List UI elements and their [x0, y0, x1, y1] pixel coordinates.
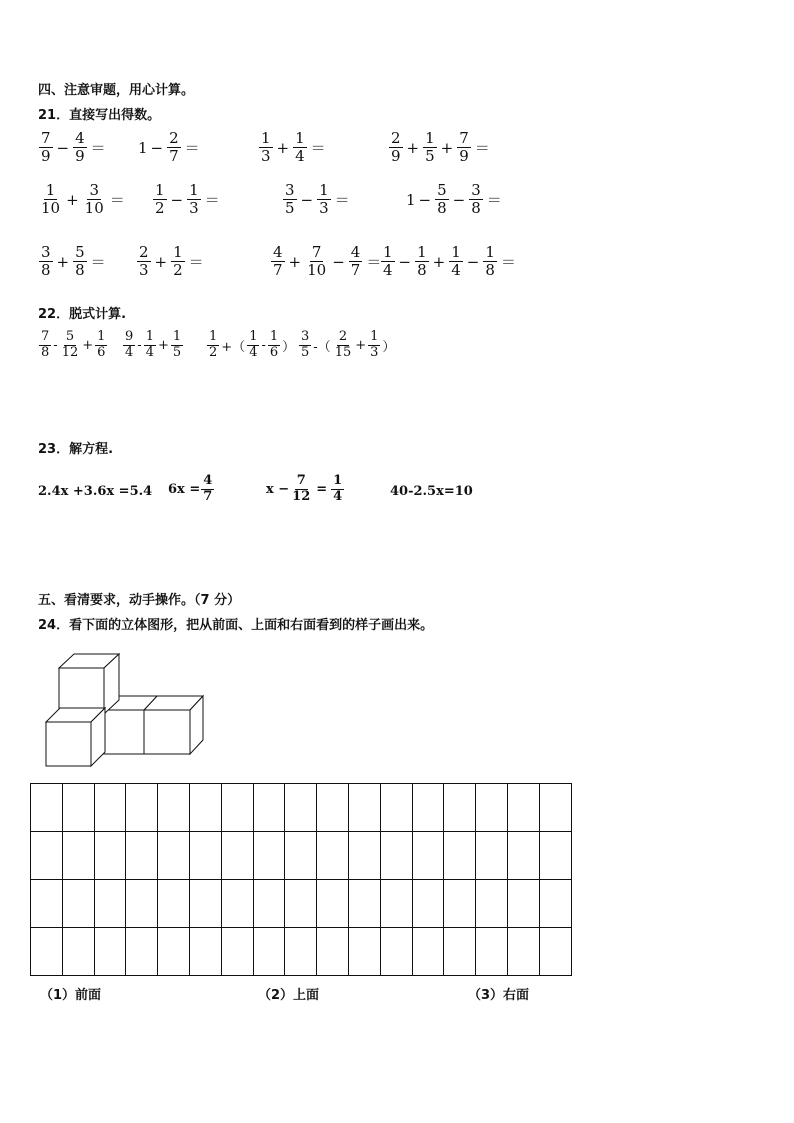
numerator: 3: [301, 329, 310, 344]
operator: +: [66, 190, 79, 209]
numerator: 4: [273, 243, 283, 261]
term: 1: [406, 190, 416, 209]
operator: +: [288, 252, 302, 271]
operator: ）: [282, 339, 296, 355]
term: 40-2.5x=10: [390, 484, 473, 499]
q21-expr-3-3: [270, 244, 384, 280]
grid-cell[interactable]: [31, 928, 63, 976]
grid-cell[interactable]: [94, 880, 126, 928]
operator: ＝: [474, 139, 490, 158]
fraction: [95, 330, 107, 361]
denominator: 4: [145, 344, 154, 360]
q22-expr-1: [38, 330, 108, 361]
caption-top: （2）上面: [258, 988, 320, 1003]
q23-equation-1: [38, 484, 152, 499]
fraction: [187, 182, 201, 218]
denominator: 5: [285, 199, 295, 218]
numerator: 7: [41, 329, 50, 344]
numerator: 1: [451, 243, 461, 261]
fraction: [144, 330, 156, 361]
fraction: [290, 474, 312, 505]
numerator: 2: [338, 329, 348, 344]
operator: ＝: [204, 191, 220, 210]
numerator: 7: [41, 129, 51, 147]
numerator: 1: [425, 129, 435, 147]
fraction: [207, 330, 219, 361]
numerator: 1: [173, 243, 183, 261]
fraction: [333, 330, 354, 361]
fraction: [39, 130, 53, 166]
grid-cell[interactable]: [62, 784, 94, 832]
operator: +: [355, 337, 367, 353]
term: 6x =: [168, 481, 201, 497]
numerator: 1: [97, 329, 106, 344]
fraction: [167, 130, 181, 166]
question-22-title: 22．脱式计算.: [38, 307, 127, 322]
denominator: 9: [41, 147, 51, 166]
q21-expr-2-3: [282, 182, 353, 218]
fraction: [137, 244, 151, 280]
denominator: 3: [261, 147, 271, 166]
grid-cell[interactable]: [158, 832, 190, 880]
grid-cell[interactable]: [348, 784, 380, 832]
operator: +（: [221, 339, 246, 355]
numerator: 1: [249, 329, 258, 344]
fraction: [389, 130, 403, 166]
grid-cell[interactable]: [507, 832, 539, 880]
q21-expr-2-2: [152, 182, 223, 218]
grid-cell[interactable]: [31, 880, 63, 928]
q21-expr-2-4: [406, 182, 505, 218]
denominator: 5: [172, 344, 182, 360]
fraction: [331, 474, 344, 505]
denominator: 3: [319, 199, 329, 218]
q21-expr-3-2: [136, 244, 207, 280]
denominator: 6: [269, 344, 279, 360]
fraction: [415, 244, 429, 280]
denominator: 7: [203, 488, 213, 504]
grid-cell[interactable]: [253, 880, 285, 928]
operator: −: [56, 138, 70, 157]
grid-cell[interactable]: [253, 784, 285, 832]
grid-cell[interactable]: [126, 928, 158, 976]
q21-expr-1-3: [258, 130, 329, 166]
grid-cell[interactable]: [444, 784, 476, 832]
numerator: 1: [295, 129, 305, 147]
question-23-title: 23．解方程.: [38, 442, 114, 457]
grid-cell[interactable]: [31, 784, 63, 832]
operator: +: [157, 337, 169, 353]
grid-cell[interactable]: [158, 928, 190, 976]
grid-cell[interactable]: [285, 832, 317, 880]
fraction: [483, 244, 497, 280]
denominator: 9: [459, 147, 469, 166]
cube-figure: [40, 648, 210, 770]
fraction: [381, 244, 395, 280]
denominator: 10: [307, 261, 327, 280]
q22-expr-4: [298, 330, 396, 361]
q21-expr-1-4: [388, 130, 493, 166]
q21-expr-3-1: [38, 244, 109, 280]
fraction: [317, 182, 331, 218]
grid-cell[interactable]: [539, 784, 571, 832]
numerator: 1: [485, 243, 495, 261]
numerator: 1: [209, 329, 218, 344]
operator: −: [398, 252, 412, 271]
grid-cell[interactable]: [380, 784, 412, 832]
grid-cell[interactable]: [31, 832, 63, 880]
operator: ＝: [188, 253, 204, 272]
fraction: [283, 182, 297, 218]
denominator: 4: [249, 344, 258, 360]
grid-cell[interactable]: [476, 784, 508, 832]
denominator: 8: [41, 344, 50, 360]
numerator: 2: [169, 129, 179, 147]
section-5-title: 五、看清要求，动手操作。（7 分）: [38, 593, 241, 608]
grid-cell[interactable]: [507, 880, 539, 928]
grid-cell[interactable]: [221, 880, 253, 928]
numerator: 1: [189, 181, 199, 199]
grid-cell[interactable]: [476, 832, 508, 880]
grid-cell[interactable]: [94, 928, 126, 976]
grid-cell[interactable]: [126, 784, 158, 832]
grid-cell[interactable]: [412, 784, 444, 832]
fraction: [271, 244, 285, 280]
q22-expr-2: [122, 330, 184, 361]
denominator: 8: [437, 199, 447, 218]
grid-cell[interactable]: [539, 832, 571, 880]
denominator: 4: [333, 488, 343, 504]
operator: −: [150, 138, 164, 157]
numerator: 1: [383, 243, 393, 261]
operator: −: [300, 190, 314, 209]
grid-cell[interactable]: [444, 832, 476, 880]
numerator: 4: [350, 243, 361, 261]
numerator: 1: [155, 181, 165, 199]
operator: +: [276, 138, 290, 157]
grid-cell[interactable]: [507, 928, 539, 976]
grid-cell[interactable]: [444, 880, 476, 928]
numerator: 5: [437, 181, 447, 199]
fraction: [435, 182, 449, 218]
fraction: [39, 244, 53, 280]
grid-cell[interactable]: [62, 928, 94, 976]
denominator: 8: [41, 261, 51, 280]
operator: ＝: [366, 253, 382, 272]
operator: ＝: [310, 139, 326, 158]
operator: ＝: [90, 253, 106, 272]
grid-cell[interactable]: [380, 928, 412, 976]
numerator: 7: [296, 473, 306, 488]
numerator: 1: [333, 473, 343, 488]
numerator: 1: [417, 243, 427, 261]
caption-right: （3）右面: [468, 988, 530, 1003]
grid-cell[interactable]: [380, 880, 412, 928]
fraction: [299, 330, 311, 361]
operator: ＝: [334, 191, 350, 210]
grid-cell[interactable]: [317, 928, 349, 976]
q21-expr-1-2: [138, 130, 203, 166]
grid-cell[interactable]: [62, 880, 94, 928]
grid-cell[interactable]: [412, 832, 444, 880]
q23-equation-4: [390, 484, 473, 499]
denominator: 2: [155, 199, 165, 218]
question-24-title: 24．看下面的立体图形，把从前面、上面和右面看到的样子画出来。: [38, 618, 434, 633]
denominator: 5: [301, 344, 310, 360]
grid-cell[interactable]: [476, 928, 508, 976]
fraction: [259, 130, 273, 166]
fraction: [73, 244, 87, 280]
grid-cell[interactable]: [189, 784, 221, 832]
fraction: [457, 130, 471, 166]
operator: −: [418, 190, 432, 209]
grid-cell[interactable]: [380, 832, 412, 880]
fraction: [39, 182, 62, 218]
fraction: [268, 330, 280, 361]
operator: +: [56, 252, 70, 271]
operator: ＝: [184, 139, 200, 158]
operator: +: [154, 252, 168, 271]
numerator: 1: [261, 129, 271, 147]
numerator: 4: [203, 473, 213, 488]
denominator: 3: [139, 261, 149, 280]
numerator: 1: [172, 329, 182, 344]
grid-cell[interactable]: [507, 784, 539, 832]
denominator: 2: [209, 344, 218, 360]
denominator: 8: [417, 261, 427, 280]
operator: -: [137, 337, 142, 353]
denominator: 7: [350, 261, 361, 280]
fraction: [293, 130, 307, 166]
fraction: [423, 130, 437, 166]
fraction: [83, 182, 106, 218]
denominator: 8: [75, 261, 85, 280]
denominator: 9: [391, 147, 401, 166]
question-21-title: 21．直接写出得数。: [38, 108, 161, 123]
numerator: 2: [139, 243, 149, 261]
denominator: 10: [41, 199, 61, 218]
numerator: 9: [125, 329, 134, 344]
grid-cell[interactable]: [158, 880, 190, 928]
denominator: 8: [485, 261, 495, 280]
operator: -: [261, 337, 266, 353]
fraction: [39, 330, 51, 361]
q23-equation-3: [266, 474, 345, 505]
grid-cell[interactable]: [126, 832, 158, 880]
operator: +: [432, 252, 446, 271]
grid-cell[interactable]: [94, 832, 126, 880]
denominator: 2: [173, 261, 183, 280]
operator: ＝: [90, 139, 106, 158]
caption-front: （1）前面: [40, 988, 102, 1003]
grid-cell[interactable]: [253, 928, 285, 976]
numerator: 7: [311, 243, 322, 261]
grid-cell[interactable]: [539, 880, 571, 928]
numerator: 1: [145, 329, 154, 344]
denominator: 4: [125, 344, 134, 360]
denominator: 4: [451, 261, 461, 280]
numerator: 3: [285, 181, 295, 199]
q23-equation-2: [168, 474, 215, 505]
fraction: [60, 330, 81, 361]
grid-cell[interactable]: [444, 928, 476, 976]
grid-cell[interactable]: [189, 928, 221, 976]
numerator: 1: [319, 181, 329, 199]
fraction: [305, 244, 328, 280]
operator: −: [170, 190, 184, 209]
operator: ＝: [109, 191, 125, 210]
numerator: 1: [45, 181, 56, 199]
operator: -（: [313, 339, 331, 355]
fraction: [349, 244, 363, 280]
grid-cell[interactable]: [189, 880, 221, 928]
grid-row: [31, 928, 572, 976]
grid-cell[interactable]: [221, 784, 253, 832]
grid-row: [31, 880, 572, 928]
operator: -: [53, 337, 58, 353]
term: 1: [138, 138, 148, 157]
fraction: [469, 182, 483, 218]
denominator: 9: [75, 147, 85, 166]
numerator: 5: [75, 243, 85, 261]
grid-cell[interactable]: [189, 832, 221, 880]
term: x −: [266, 481, 290, 497]
q21-expr-1-1: [38, 130, 109, 166]
grid-cell[interactable]: [62, 832, 94, 880]
grid-cell[interactable]: [412, 928, 444, 976]
numerator: 1: [269, 329, 279, 344]
denominator: 3: [189, 199, 199, 218]
fraction: [153, 182, 167, 218]
fraction: [171, 244, 185, 280]
denominator: 12: [61, 344, 79, 360]
numerator: 3: [89, 181, 99, 199]
denominator: 8: [471, 199, 481, 218]
operator: =: [316, 481, 328, 497]
grid-row: [31, 784, 572, 832]
numerator: 3: [471, 181, 481, 199]
grid-cell[interactable]: [94, 784, 126, 832]
numerator: 2: [391, 129, 401, 147]
drawing-grid[interactable]: [30, 783, 572, 976]
fraction: [247, 330, 259, 361]
denominator: 4: [383, 261, 393, 280]
operator: −: [452, 190, 466, 209]
grid-cell[interactable]: [253, 832, 285, 880]
denominator: 3: [370, 344, 379, 360]
q21-expr-3-4: [380, 244, 519, 280]
numerator: 4: [75, 129, 85, 147]
denominator: 10: [84, 199, 104, 218]
grid-cell[interactable]: [126, 880, 158, 928]
grid-cell[interactable]: [476, 880, 508, 928]
numerator: 1: [370, 329, 379, 344]
denominator: 7: [169, 147, 179, 166]
fraction: [171, 330, 183, 361]
numerator: 5: [65, 329, 75, 344]
operator: ＝: [500, 253, 516, 272]
grid-cell[interactable]: [317, 784, 349, 832]
grid-cell[interactable]: [539, 928, 571, 976]
operator: ）: [382, 339, 396, 355]
grid-cell[interactable]: [317, 832, 349, 880]
denominator: 5: [425, 147, 435, 166]
denominator: 7: [273, 261, 283, 280]
section-4-title: 四、注意审题，用心计算。: [38, 83, 195, 98]
denominator: 6: [97, 344, 106, 360]
grid-cell[interactable]: [158, 784, 190, 832]
grid-cell[interactable]: [221, 832, 253, 880]
fraction: [368, 330, 380, 361]
operator: −: [332, 252, 345, 271]
grid-cell[interactable]: [348, 928, 380, 976]
grid-cell[interactable]: [285, 880, 317, 928]
fraction: [123, 330, 135, 361]
numerator: 7: [459, 129, 469, 147]
fraction: [449, 244, 463, 280]
operator: −: [466, 252, 480, 271]
grid-row: [31, 832, 572, 880]
grid-cell[interactable]: [285, 928, 317, 976]
operator: ＝: [486, 191, 502, 210]
operator: +: [440, 138, 454, 157]
fraction: [73, 130, 87, 166]
term: 2.4x +3.6x =5.4: [38, 484, 153, 499]
numerator: 3: [41, 243, 51, 261]
grid-cell[interactable]: [221, 928, 253, 976]
fraction: [201, 474, 214, 505]
grid-cell[interactable]: [317, 880, 349, 928]
q21-expr-2-1: [38, 182, 128, 218]
operator: +: [406, 138, 420, 157]
operator: +: [82, 337, 94, 353]
grid-cell[interactable]: [285, 784, 317, 832]
q22-expr-3: [206, 330, 296, 361]
grid-cell[interactable]: [348, 880, 380, 928]
denominator: 4: [295, 147, 305, 166]
grid-cell[interactable]: [412, 880, 444, 928]
denominator: 12: [292, 488, 311, 504]
denominator: 15: [334, 344, 352, 360]
grid-cell[interactable]: [348, 832, 380, 880]
